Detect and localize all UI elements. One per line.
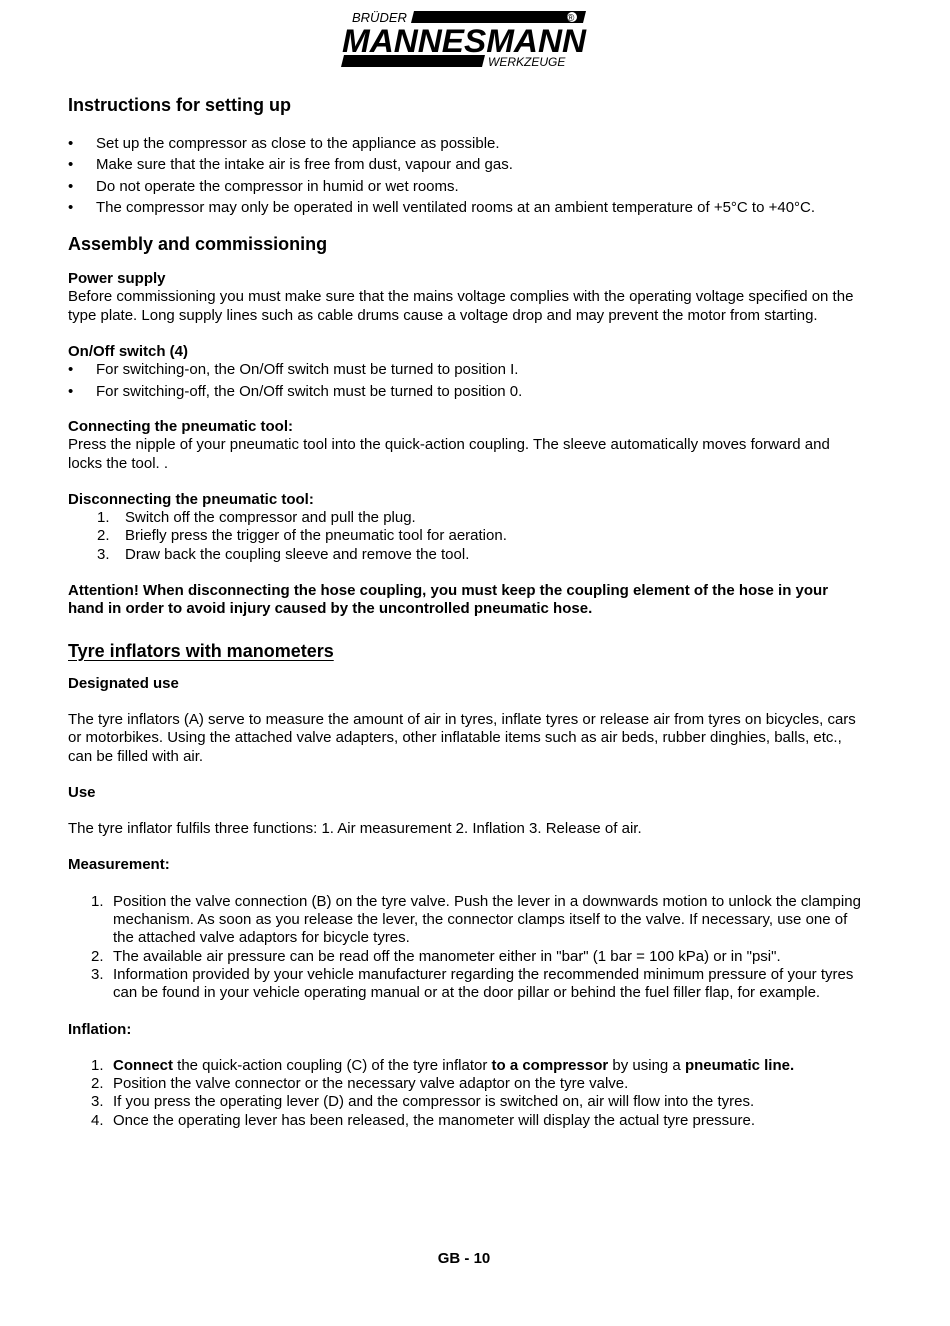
switch-title: On/Off switch (4) <box>68 343 188 361</box>
measurement-steps <box>68 893 868 1003</box>
power-supply-title: Power supply <box>68 270 166 288</box>
inflation-steps <box>68 1057 868 1130</box>
list-item: 3. Draw back the coupling sleeve and remove the tool. <box>97 545 470 563</box>
use-title: Use <box>68 783 96 801</box>
setup-heading: Instructions for setting up <box>68 95 291 115</box>
attention-note: Attention! When disconnecting the hose coupling, you must keep the coupling element of the hose in your hand in order to avoid injury caused by the uncontrolled pneumatic hose. <box>68 582 829 618</box>
list-item: 2. The available air pressure can be read off the manometer either in "bar" (1 bar = 100 kPa) or in "psi". <box>91 947 781 965</box>
disconnect-steps <box>68 509 868 564</box>
tyre-heading: Tyre inflators with manometers <box>68 640 334 661</box>
list-item: • Do not operate the compressor in humid or wet rooms. <box>68 178 868 196</box>
list-item: 2. Briefly press the trigger of the pneumatic tool for aeration. <box>97 527 507 545</box>
logo-registered: ® <box>567 13 575 24</box>
list-item: 4. Once the operating lever has been released, the manometer will display the actual tyre pressure. <box>91 1111 756 1129</box>
measurement-title: Measurement: <box>68 856 170 874</box>
designated-use-title: Designated use <box>68 674 179 692</box>
list-item: • For switching-off, the On/Off switch must be turned to position 0. <box>68 383 868 401</box>
connect-title: Connecting the pneumatic tool: <box>68 417 293 435</box>
list-item: • For switching-on, the On/Off switch must be turned to position I. <box>68 361 868 379</box>
list-item: 3. Information provided by your vehicle manufacturer regarding the recommended minimum pressure of your tyres can be found in your vehicle operating manual or at the door pillar or behind the fuel filler flap, for example. <box>91 965 854 1002</box>
power-supply-text: Before commissioning you must make sure that the mains voltage complies with the operating voltage specified on the type plate. Long supply lines such as cable drums cause a voltage drop and may prevent the motor from starting. <box>68 288 854 324</box>
disconnect-title: Disconnecting the pneumatic tool: <box>68 490 314 508</box>
list-item: • Set up the compressor as close to the appliance as possible. <box>68 135 868 153</box>
page-number: GB - 10 <box>437 1250 491 1267</box>
logo-brand: MANNESMANN <box>342 23 587 59</box>
brand-logo <box>338 8 590 70</box>
list-item: • The compressor may only be operated in well ventilated rooms at an ambient temperature of +5°C to +40°C. <box>68 199 868 217</box>
designated-use-text: The tyre inflators (A) serve to measure the amount of air in tyres, inflate tyres or release air from tyres on bicycles, cars or motorbikes. Using the attached valve adapters, other inflatable items such as air beds, rubber dinghies, balls, etc., can be filled with air. <box>68 710 856 765</box>
inflation-title: Inflation: <box>68 1020 132 1038</box>
logo-bottom-text: WERKZEUGE <box>488 55 566 69</box>
list-item: 2. Position the valve connector or the necessary valve adaptor on the tyre valve. <box>91 1075 629 1093</box>
list-item: 1. Connect the quick-action coupling (C) of the tyre inflator to a compressor by using a pneumatic line. <box>91 1056 795 1074</box>
use-text: The tyre inflator fulfils three functions: 1. Air measurement 2. Inflation 3. Release of air. <box>68 820 642 838</box>
switch-bullet-list <box>68 361 868 401</box>
list-item: 1. Switch off the compressor and pull the plug. <box>97 509 416 527</box>
list-item: • Make sure that the intake air is free from dust, vapour and gas. <box>68 156 868 174</box>
setup-bullet-list <box>68 135 868 217</box>
list-item: 1. Position the valve connection (B) on the tyre valve. Push the lever in a downwards motion to unlock the clamping mechanism. As soon as you release the lever, the connector clamps itself to the valve. If necessary, use one of the attached valve adaptors for bicycle tyres. <box>91 892 861 947</box>
list-item: 3. If you press the operating lever (D) and the compressor is switched on, air will flow into the tyres. <box>91 1093 755 1111</box>
connect-text: Press the nipple of your pneumatic tool into the quick-action coupling. The sleeve automatically moves forward and locks the tool. . <box>68 436 830 472</box>
assembly-heading: Assembly and commissioning <box>68 234 328 255</box>
logo-top-text: BRÜDER <box>352 10 407 25</box>
page-footer <box>0 1250 950 1267</box>
main-content <box>68 93 868 1130</box>
